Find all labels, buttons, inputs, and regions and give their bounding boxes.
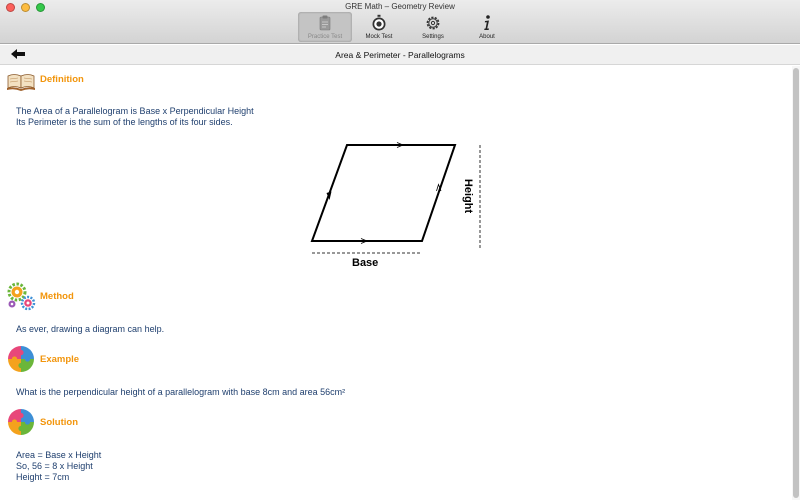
toolbar-mock-test-button[interactable] — [352, 12, 406, 42]
toolbar-practice-test-button[interactable] — [298, 12, 352, 42]
puzzle-icon — [6, 407, 36, 437]
solution-line-3: Height = 7cm — [16, 472, 70, 482]
solution-line-1: Area = Base x Height — [16, 450, 102, 460]
toolbar-practice-test-label: Practice Test — [307, 34, 343, 40]
window-title: GRE Math – Geometry Review — [345, 2, 455, 11]
info-icon — [478, 14, 496, 32]
method-title: Method — [40, 290, 74, 302]
parallelogram-shape — [312, 145, 455, 241]
toolbar-about-label: About — [479, 34, 495, 40]
example-line-1: What is the perpendicular height of a parallelogram with base 8cm and area 56cm² — [16, 387, 346, 397]
scrollbar-thumb[interactable] — [793, 68, 799, 498]
stopwatch-icon — [370, 14, 388, 32]
toolbar-mock-test-label: Mock Test — [365, 34, 393, 40]
definition-line-2: Its Perimeter is the sum of the lengths of its four sides. — [16, 117, 233, 127]
parallelogram-diagram — [305, 140, 500, 280]
solution-header — [6, 407, 78, 437]
example-header — [6, 344, 79, 374]
puzzle-icon — [6, 344, 36, 374]
example-title: Example — [40, 353, 80, 365]
solution-title: Solution — [40, 416, 78, 428]
method-header — [6, 281, 74, 311]
page-title: Area & Perimeter - Parallelograms — [335, 50, 465, 60]
toolbar-settings-button[interactable] — [406, 12, 460, 42]
method-line-1: As ever, drawing a diagram can help. — [16, 324, 165, 334]
title-bar — [0, 0, 800, 44]
definition-header — [6, 64, 84, 94]
toolbar-about-button[interactable] — [460, 12, 514, 42]
vertical-scrollbar[interactable] — [792, 66, 800, 500]
definition-title: Definition — [40, 73, 84, 85]
solution-line-2: So, 56 = 8 x Height — [16, 461, 93, 471]
base-label: Base — [352, 257, 379, 269]
practice-test-icon — [316, 14, 334, 32]
height-label: Height — [462, 178, 475, 214]
toolbar — [298, 12, 514, 42]
toolbar-settings-label: Settings — [422, 34, 444, 40]
navigation-bar — [0, 45, 800, 65]
lesson-content — [0, 66, 792, 500]
open-book-icon — [6, 64, 36, 94]
gear-icon — [424, 14, 442, 32]
definition-line-1: The Area of a Parallelogram is Base x Perpendicular Height — [16, 106, 254, 116]
gears-icon — [6, 281, 36, 311]
